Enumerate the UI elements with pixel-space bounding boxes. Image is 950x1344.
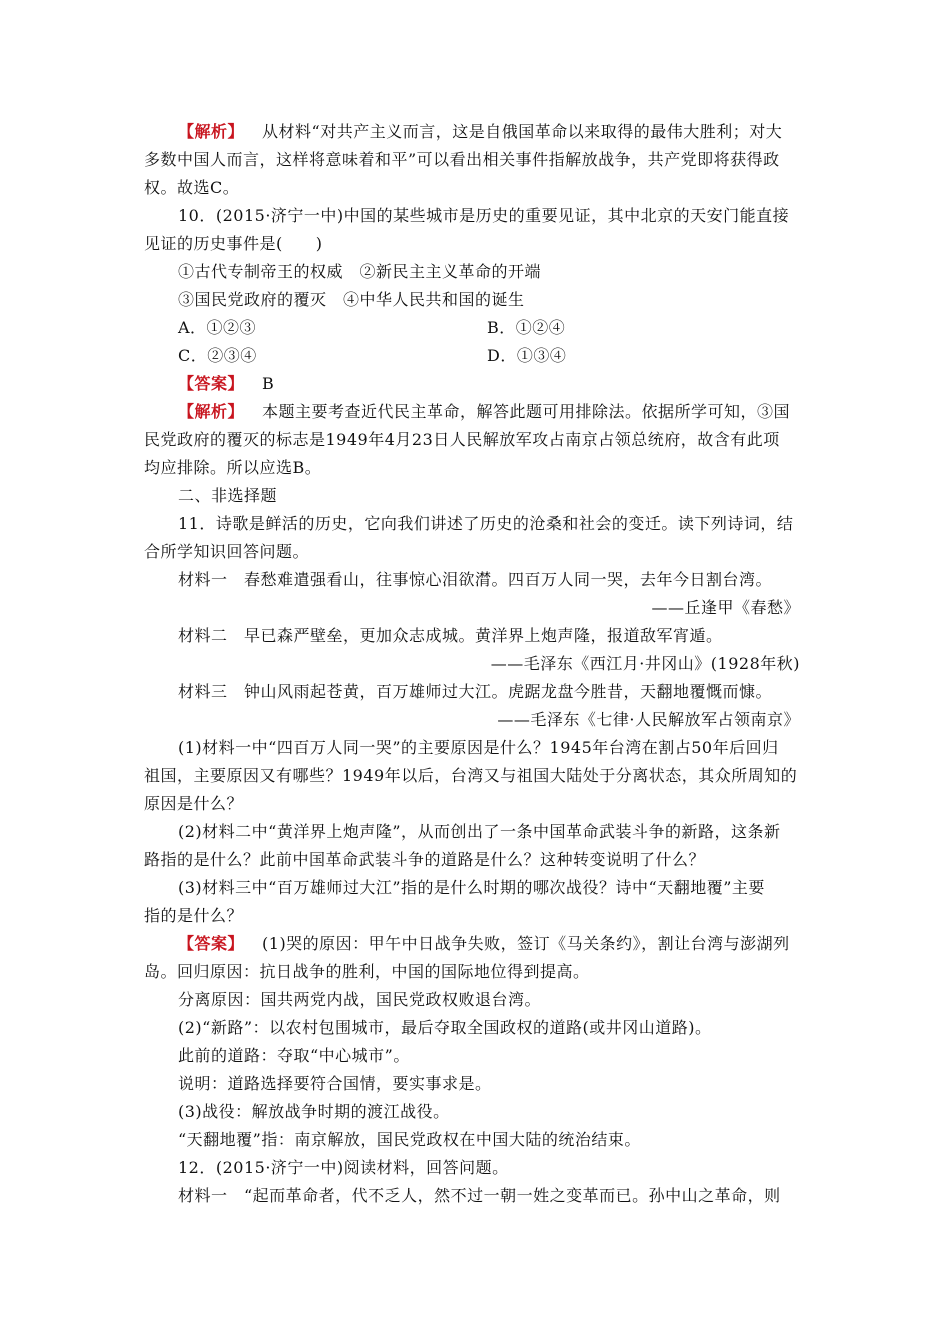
answer-tag: 【答案】 [178, 934, 245, 953]
text: 说明：道路选择要符合国情，要实事求是。 [178, 1074, 492, 1093]
analysis-tag: 【解析】 [178, 402, 245, 421]
material-line [178, 626, 723, 646]
answer-item [178, 990, 541, 1010]
text: 见证的历史事件是( ) [144, 234, 323, 253]
text: ——毛泽东《七律·人民解放军占领南京》 [497, 710, 800, 729]
text: 12．(2015·济宁一中)阅读材料，回答问题。 [178, 1158, 509, 1177]
text: 10．(2015·济宁一中)中国的某些城市是历史的重要见证，其中北京的天安门能直接 [178, 206, 790, 225]
text-line [144, 794, 243, 814]
text: 二、非选择题 [178, 486, 278, 505]
text-line [144, 542, 309, 562]
text: 路指的是什么？此前中国革命武装斗争的道路是什么？这种转变说明了什么？ [144, 850, 706, 869]
text: 岛。回归原因：抗日战争的胜利，中国的国际地位得到提高。 [144, 962, 590, 981]
material-line [178, 570, 772, 590]
text: ③国民党政府的覆灭 ④中华人民共和国的诞生 [178, 290, 525, 309]
citation-line [491, 654, 800, 674]
text: 从材料“对共产主义而言，这是自俄国革命以来取得的最伟大胜利；对大 [262, 122, 783, 141]
answer-tag: 【答案】 [178, 374, 245, 393]
answer-line [178, 374, 274, 394]
text: (2)“新路”：以农村包围城市，最后夺取全国政权的道路(或井冈山道路)。 [178, 1018, 712, 1037]
text-line [144, 962, 590, 982]
option-a [178, 318, 256, 338]
subquestion-line [178, 822, 781, 842]
option-label: C．②③④ [178, 346, 257, 365]
answer-item [178, 1046, 410, 1066]
answer-item [178, 1074, 492, 1094]
text: 祖国，主要原因又有哪些？1949年以后，台湾又与祖国大陆处于分离状态，其众所周知的 [144, 766, 798, 785]
option-label: D．①③④ [487, 346, 567, 365]
text: 多数中国人而言，这样将意味着和平”可以看出相关事件指解放战争，共产党即将获得政 [144, 150, 780, 169]
text: 合所学知识回答问题。 [144, 542, 310, 561]
text-line [144, 906, 243, 926]
text: 本题主要考查近代民主革命，解答此题可用排除法。依据所学可知，③国 [262, 402, 791, 421]
option-label: B．①②④ [487, 318, 566, 337]
text: (3)材料三中“百万雄师过大江”指的是什么时期的哪次战役？诗中“天翻地覆”主要 [178, 878, 765, 897]
citation-line [497, 710, 800, 730]
text: 指的是什么？ [144, 906, 244, 925]
text: 分离原因：国共两党内战，国民党政权败退台湾。 [178, 990, 542, 1009]
text-line [144, 150, 780, 170]
text: 材料一 “起而革命者，代不乏人，然不过一朝一姓之变革而已。孙中山之革命，则 [178, 1186, 781, 1205]
answer-item [178, 1018, 712, 1038]
text: “天翻地覆”指：南京解放，国民党政权在中国大陆的统治结束。 [178, 1130, 641, 1149]
question-12-stem [178, 1158, 509, 1178]
text: (1)哭的原因：甲午中日战争失败，签订《马关条约》，割让台湾与澎湖列 [262, 934, 790, 953]
analysis-line [178, 402, 790, 422]
question-11-stem [178, 514, 793, 534]
text-line [144, 766, 797, 786]
text: (1)材料一中“四百万人同一哭”的主要原因是什么？1945年台湾在割占50年后回归 [178, 738, 779, 757]
analysis-tag: 【解析】 [178, 122, 245, 141]
text: ——丘逢甲《春愁》 [651, 598, 800, 617]
answer-item [178, 1130, 641, 1150]
option-b [487, 318, 565, 338]
option-d [487, 346, 566, 366]
text-line [144, 458, 321, 478]
text: 11．诗歌是鲜活的历史，它向我们讲述了历史的沧桑和社会的变迁。读下列诗词，结 [178, 514, 794, 533]
option-c [178, 346, 257, 366]
analysis-line [178, 122, 782, 142]
text: 权。故选C。 [144, 178, 240, 197]
answer-line [178, 934, 790, 954]
answer-item [178, 1102, 450, 1122]
text: 均应排除。所以应选B。 [144, 458, 322, 477]
text: 原因是什么？ [144, 794, 244, 813]
text: 此前的道路：夺取“中心城市”。 [178, 1046, 410, 1065]
text: (3)战役：解放战争时期的渡江战役。 [178, 1102, 450, 1121]
text: ——毛泽东《西江月·井冈山》(1928年秋) [490, 654, 800, 673]
statement-line [178, 290, 525, 310]
text: B [262, 374, 275, 393]
text-line [144, 430, 780, 450]
statement-line [178, 262, 541, 282]
text-line [144, 178, 239, 198]
question-10-stem [178, 206, 789, 226]
subquestion-line [178, 738, 779, 758]
text-line [144, 850, 705, 870]
section-heading [178, 486, 277, 506]
text: (2)材料二中“黄洋界上炮声隆”，从而创出了一条中国革命武装斗争的新路，这条新 [178, 822, 781, 841]
material-line [178, 682, 772, 702]
text: 民党政府的覆灭的标志是1949年4月23日人民解放军攻占南京占领总统府，故含有此项 [144, 430, 780, 449]
text-line [144, 234, 323, 254]
subquestion-line [178, 878, 765, 898]
option-label: A．①②③ [178, 318, 257, 337]
citation-line [651, 598, 800, 618]
text: ①古代专制帝王的权威 ②新民主主义革命的开端 [178, 262, 542, 281]
text: 材料一 春愁难遣强看山，往事惊心泪欲潸。四百万人同一哭，去年今日割台湾。 [178, 570, 773, 589]
text: 材料三 钟山风雨起苍黄，百万雄师过大江。虎踞龙盘今胜昔，天翻地覆慨而慷。 [178, 682, 773, 701]
text: 材料二 早已森严壁垒，更加众志成城。黄洋界上炮声隆，报道敌军宵遁。 [178, 626, 723, 645]
material-line [178, 1186, 781, 1206]
